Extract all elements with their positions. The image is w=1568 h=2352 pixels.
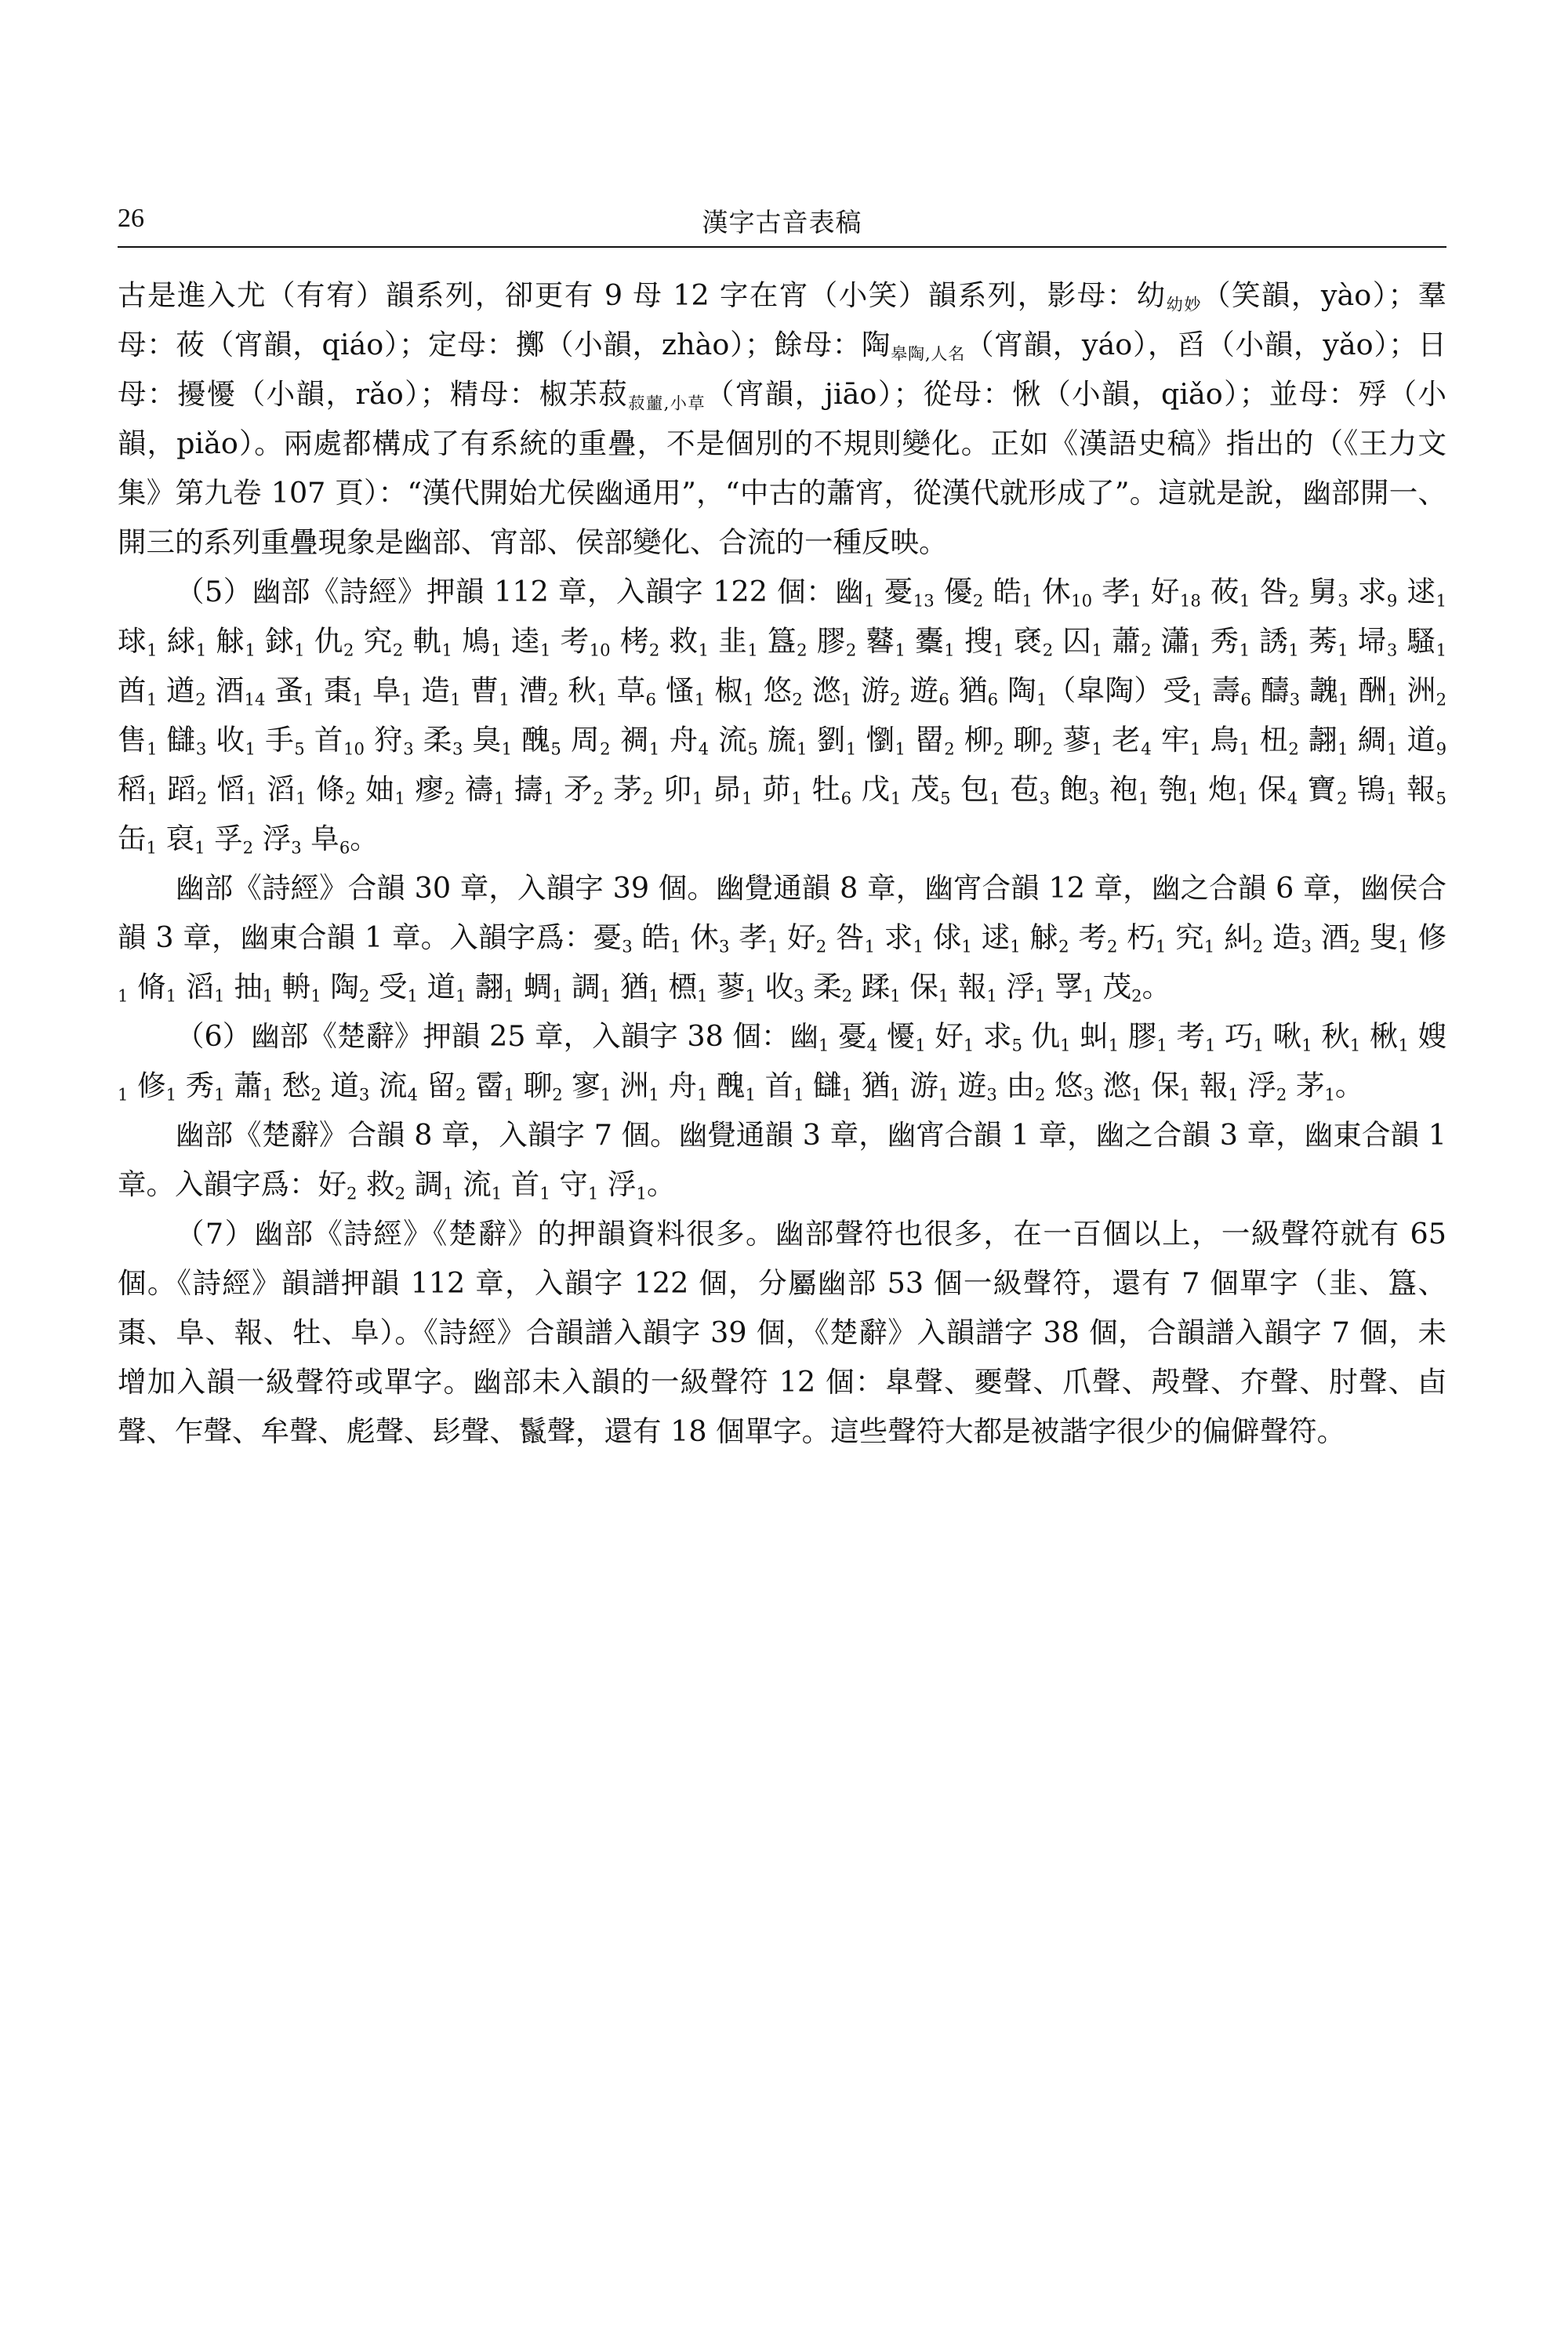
- occurrence-count: 1: [118, 985, 129, 1006]
- occurrence-count: 2: [815, 936, 827, 956]
- occurrence-count: 2: [242, 837, 254, 858]
- occurrence-count: 2: [1058, 936, 1069, 956]
- occurrence-count: 3: [1301, 936, 1312, 956]
- occurrence-count: 1: [1192, 689, 1203, 710]
- occurrence-count: 1: [1386, 739, 1398, 759]
- occurrence-count: 2: [310, 1084, 321, 1105]
- occurrence-count: 1: [986, 985, 997, 1006]
- occurrence-count: 2: [1141, 640, 1152, 660]
- running-title: 漢字古音表稿: [702, 207, 862, 238]
- occurrence-count: 1: [165, 985, 177, 1006]
- occurrence-count: 9: [1436, 739, 1447, 759]
- occurrence-count: 1: [146, 837, 157, 858]
- occurrence-count: 1: [1338, 640, 1348, 660]
- occurrence-count: 1: [1188, 788, 1199, 808]
- occurrence-count: 1: [401, 689, 412, 710]
- occurrence-count: 1: [1398, 936, 1409, 956]
- occurrence-count: 1: [195, 640, 207, 660]
- occurrence-count: 1: [698, 640, 710, 660]
- occurrence-count: 2: [552, 1084, 563, 1105]
- occurrence-count: 1: [118, 1084, 129, 1105]
- occurrence-count: 1: [147, 739, 158, 759]
- occurrence-count: 1: [543, 788, 554, 808]
- occurrence-count: 4: [407, 1084, 418, 1105]
- occurrence-count: 1: [450, 689, 461, 710]
- occurrence-count: 13: [913, 590, 935, 611]
- occurrence-count: 2: [1106, 936, 1118, 956]
- occurrence-count: 1: [691, 788, 703, 808]
- occurrence-count: 1: [394, 788, 405, 808]
- occurrence-count: 1: [743, 689, 754, 710]
- occurrence-count: 1: [1436, 590, 1447, 611]
- occurrence-count: 2: [1034, 1084, 1046, 1105]
- occurrence-count: 1: [864, 936, 876, 956]
- occurrence-count: 1: [597, 689, 608, 710]
- occurrence-count: 3: [622, 936, 633, 956]
- occurrence-count: 1: [539, 640, 551, 660]
- occurrence-count: 1: [1288, 640, 1299, 660]
- occurrence-count: 2: [841, 985, 853, 1006]
- occurrence-count: 2: [392, 640, 404, 660]
- occurrence-count: 1: [696, 985, 708, 1006]
- occurrence-count: 1: [745, 1084, 756, 1105]
- occurrence-count: 3: [1338, 590, 1348, 611]
- occurrence-count: 1: [303, 689, 314, 710]
- occurrence-count: 3: [403, 739, 414, 759]
- occurrence-count: 1: [552, 985, 563, 1006]
- occurrence-count: 2: [444, 788, 456, 808]
- occurrence-count: 2: [1276, 1084, 1287, 1105]
- occurrence-count: 2: [358, 985, 370, 1006]
- paragraph: （7）幽部《詩經》《楚辭》的押韻資料很多。幽部聲符也很多，在一百個以上，一級聲符就有 65 個。《詩經》韻譜押韻 112 章，入韻字 122 個，分屬幽部 53 個一級聲符，還有 7 個單字（韭、簋、棗、阜、報、牡、阜）。《詩經》合韻譜入韻字 39 個，《楚辭》入韻譜字 38 個，合韻譜入韻字 7 個，未增加入韻一級聲符或單字。幽部未入韻的一級聲符 12 個：臯聲、夒聲、爪聲、殸聲、夰聲、肘聲、卣聲、乍聲、牟聲、彪聲、髟聲、鬣聲，還有 18 個單字。這些聲符大都是被諧字很少的偏僻聲符。: [118, 1217, 1446, 1448]
- occurrence-count: 1: [600, 985, 612, 1006]
- occurrence-count: 5: [1011, 1035, 1022, 1055]
- occurrence-count: 1: [648, 739, 660, 759]
- occurrence-count: 2: [1288, 739, 1299, 759]
- occurrence-count: 4: [1141, 739, 1152, 759]
- occurrence-count: 2: [1042, 640, 1054, 660]
- occurrence-count: 2: [1131, 985, 1142, 1006]
- occurrence-count: 1: [895, 640, 906, 660]
- occurrence-count: 1: [1398, 1035, 1409, 1055]
- occurrence-count: 1: [262, 985, 274, 1006]
- occurrence-count: 6: [840, 788, 852, 808]
- occurrence-count: 1: [1228, 1084, 1239, 1105]
- occurrence-count: 2: [1436, 689, 1447, 710]
- occurrence-count: 1: [491, 640, 502, 660]
- occurrence-count: 3: [718, 936, 730, 956]
- occurrence-count: 1: [245, 739, 256, 759]
- occurrence-count: 1: [491, 1183, 503, 1203]
- occurrence-count: 1: [890, 985, 901, 1006]
- occurrence-count: 1: [1338, 739, 1348, 759]
- page-header: [118, 198, 1446, 248]
- occurrence-count: 1: [993, 640, 1004, 660]
- occurrence-count: 1: [1386, 788, 1397, 808]
- occurrence-count: 2: [1288, 590, 1300, 611]
- occurrence-count: 2: [600, 739, 611, 759]
- occurrence-count: 1: [890, 788, 902, 808]
- occurrence-count: 5: [940, 788, 951, 808]
- occurrence-count: 1: [1239, 640, 1250, 660]
- occurrence-count: 1: [767, 936, 779, 956]
- occurrence-count: 2: [547, 689, 559, 710]
- occurrence-count: 1: [742, 788, 753, 808]
- occurrence-count: 1: [841, 1084, 853, 1105]
- occurrence-count: 2: [345, 788, 356, 808]
- occurrence-count: 3: [195, 739, 207, 759]
- occurrence-count: 1: [895, 739, 906, 759]
- occurrence-count: 1: [1156, 1035, 1167, 1055]
- occurrence-count: 3: [358, 1084, 370, 1105]
- occurrence-count: 1: [1108, 1035, 1120, 1055]
- occurrence-count: 2: [1042, 739, 1054, 759]
- occurrence-count: 6: [339, 837, 350, 858]
- occurrence-count: 3: [452, 739, 463, 759]
- occurrence-count: 2: [1349, 936, 1360, 956]
- occurrence-count: 9: [1386, 590, 1398, 611]
- body-text: [118, 270, 1446, 1456]
- occurrence-count: 10: [1071, 590, 1093, 611]
- occurrence-count: 2: [343, 640, 354, 660]
- occurrence-count: 6: [987, 689, 999, 710]
- occurrence-count: 2: [1336, 788, 1348, 808]
- occurrence-count: 1: [915, 1035, 926, 1055]
- occurrence-count: 1: [636, 1183, 647, 1203]
- occurrence-count: 1: [1091, 640, 1102, 660]
- occurrence-count: 1: [1349, 1035, 1361, 1055]
- occurrence-count: 2: [1252, 936, 1264, 956]
- paragraph: （6）幽部《楚辭》押韻 25 章，入韻字 38 個：幽$_1$ 憂$_4$ 懮$_1$ 好$_1$ 求$_5$ 仇$_1$ 虯$_1$ 膠$_1$ 考$_1$ 巧$_1$ 啾$_1$ 秋$_1$ 楸$_1$ 嫂$_1$ 修$_1$ 秀$_1$ 蕭$_1$ 愁$_2$ 道$_3$ 流$_4$ 留$_2$ 霤$_1$ 聊$_2$ 寥$_1$ 洲$_1$ 舟$_1$ 醜$_1$ 首$_1$ 讎$_1$ 猶$_1$ 游$_1$ 遊$_3$ 由$_2$ 悠$_3$ 滺$_1$ 保$_1$ 報$_1$ 浮$_2$ 茅$_1$。: [118, 1019, 1447, 1105]
- occurrence-count: 1: [294, 640, 305, 660]
- occurrence-count: 5: [294, 739, 305, 759]
- occurrence-count: 1: [1324, 1084, 1335, 1105]
- occurrence-count: 1: [963, 1035, 975, 1055]
- occurrence-count: 1: [493, 788, 505, 808]
- occurrence-count: 1: [864, 590, 875, 611]
- occurrence-count: 1: [747, 640, 758, 660]
- occurrence-count: 3: [1289, 689, 1301, 710]
- occurrence-count: 1: [845, 739, 857, 759]
- occurrence-count: 1: [501, 739, 513, 759]
- occurrence-count: 1: [310, 985, 321, 1006]
- occurrence-count: 2: [944, 739, 955, 759]
- paragraph: 幽部《詩經》合韻 30 章，入韻字 39 個。幽覺通韻 8 章，幽宵合韻 12 章，幽之合韻 6 章，幽侯合韻 3 章，幽東合韻 1 章。入韻字爲：憂$_3$ 皓$_1$ 休$_3$ 孝$_1$ 好$_2$ 咎$_1$ 求$_1$ 俅$_1$ 逑$_1$ 觩$_2$ 考$_2$ 朽$_1$ 究$_1$ 糾$_2$ 造$_3$ 酒$_2$ 叟$_1$ 修$_1$ 脩$_1$ 滔$_1$ 抽$_1$ 輈$_1$ 陶$_2$ 受$_1$ 道$_1$ 翿$_1$ 蜩$_1$ 調$_1$ 猶$_1$ 槱$_1$ 蓼$_1$ 收$_3$ 柔$_2$ 蹂$_1$ 保$_1$ 報$_1$ 浮$_1$ 罦$_1$ 茂$_2$。: [118, 871, 1446, 1006]
- occurrence-count: 1: [407, 985, 418, 1006]
- occurrence-count: 1: [245, 640, 256, 660]
- occurrence-count: 1: [1155, 936, 1167, 956]
- occurrence-count: 2: [648, 640, 660, 660]
- occurrence-count: 1: [352, 689, 364, 710]
- occurrence-count: 1: [296, 788, 307, 808]
- occurrence-count: 1: [194, 837, 205, 858]
- paragraph: （5）幽部《詩經》押韻 112 章，入韻字 122 個：幽$_1$ 憂$_{13}$ 優$_2$ 皓$_1$ 休$_{10}$ 孝$_1$ 好$_{18}$ 莜$_1$ 咎$_2$ 舅$_3$ 求$_9$ 逑$_1$ 球$_1$ 絿$_1$ 觩$_1$ 銶$_1$ 仇$_2$ 究$_2$ 軌$_1$ 鳩$_1$ 逵$_1$ 考$_{10}$ 栲$_2$ 救$_1$ 韭$_1$ 簋$_2$ 膠$_2$ 鼛$_1$ 櫜$_1$ 搜$_1$ 褎$_2$ 囚$_1$ 蕭$_2$ 瀟$_1$ 秀$_1$ 誘$_1$ 莠$_1$ 埽$_3$ 騷$_1$ 酋$_1$ 遒$_2$ 酒$_{14}$ 蚤$_1$ 棗$_1$ 阜$_1$ 造$_1$ 曹$_1$ 漕$_2$ 秋$_1$ 草$_6$ 慅$_1$ 椒$_1$ 悠$_2$ 滺$_1$ 游$_2$ 遊$_6$ 猶$_6$ 陶$_1$（皐陶）受$_1$ 壽$_6$ 醻$_3$ 魗$_1$ 酬$_1$ 洲$_2$ 售$_1$ 讎$_3$ 收$_1$ 手$_5$ 首$_{10}$ 狩$_3$ 柔$_3$ 臭$_1$ 醜$_5$ 周$_2$ 裯$_1$ 舟$_4$ 流$_5$ 旒$_1$ 劉$_1$ 懰$_1$ 罶$_2$ 柳$_2$ 聊$_2$ 蓼$_1$ 老$_4$ 牢$_1$ 鳥$_1$ 杻$_2$ 翿$_1$ 綢$_1$ 道$_9$ 稻$_1$ 蹈$_2$ 慆$_1$ 滔$_1$ 條$_2$ 妯$_1$ 瘳$_2$ 禱$_1$ 擣$_1$ 矛$_2$ 茅$_2$ 卯$_1$ 昴$_1$ 茆$_1$ 牡$_6$ 戊$_1$ 茂$_5$ 包$_1$ 苞$_3$ 飽$_3$ 袍$_1$ 匏$_1$ 炮$_1$ 保$_4$ 寶$_2$ 鴇$_1$ 報$_5$ 缶$_1$ 裒$_1$ 孚$_2$ 浮$_3$ 阜$_6$。: [118, 575, 1447, 858]
- occurrence-count: 1: [146, 689, 158, 710]
- occurrence-count: 1: [1189, 739, 1201, 759]
- occurrence-count: 1: [456, 985, 466, 1006]
- occurrence-count: 1: [1179, 1084, 1191, 1105]
- occurrence-count: 5: [747, 739, 758, 759]
- occurrence-count: 1: [214, 985, 225, 1006]
- occurrence-count: 2: [456, 1084, 466, 1105]
- occurrence-count: 2: [593, 788, 604, 808]
- occurrence-count: 1: [1034, 985, 1046, 1006]
- occurrence-count: 1: [262, 1084, 274, 1105]
- occurrence-count: 3: [1386, 640, 1398, 660]
- occurrence-count: 1: [503, 1084, 515, 1105]
- occurrence-count: 2: [394, 1183, 406, 1203]
- occurrence-count: 1: [1138, 788, 1149, 808]
- occurrence-count: 6: [645, 689, 656, 710]
- occurrence-count: 3: [291, 837, 302, 858]
- occurrence-count: 1: [503, 985, 515, 1006]
- occurrence-count: 1: [587, 1183, 599, 1203]
- occurrence-count: 2: [845, 640, 857, 660]
- occurrence-count: 1: [694, 689, 706, 710]
- occurrence-count: 1: [1203, 936, 1215, 956]
- occurrence-count: 5: [1436, 788, 1446, 808]
- occurrence-count: 4: [698, 739, 710, 759]
- occurrence-count: 1: [1083, 985, 1094, 1006]
- paragraph: 古是進入尤（有宥）韻系列，卻更有 9 母 12 字在宵（小笑）韻系列，影母：幼$_{幼妙}$（笑韻，yào）；羣母：莜（宵韻，qiáo）；定母：擲（小韻，zhào）；餘母：陶$_{皋陶,人名}$（宵韻，yáo），舀（小韻，yǎo）；日母：擾懮（小韻，rǎo）；精母：椒茮菽$_{菽蘁,小草}$（宵韻，jiāo）；從母：愀（小韻，qiǎo）；並母：殍（小韻，piǎo）。兩處都構成了有系統的重疊，不是個別的不規則變化。正如《漢語史稿》指出的（《王力文集》第九卷 107 頁）：“漢代開始尤侯幽通用”，“中古的蕭宵，從漢代就形成了”。這就是說，幽部開一、開三的系列重疊現象是幽部、宵部、侯部變化、合流的一種反映。: [118, 278, 1446, 559]
- occurrence-count: 1: [499, 689, 510, 710]
- occurrence-count: 2: [972, 590, 984, 611]
- occurrence-count: 1: [648, 985, 659, 1006]
- occurrence-count: 1: [1189, 640, 1201, 660]
- occurrence-count: 1: [1338, 689, 1349, 710]
- occurrence-count: 3: [986, 1084, 997, 1105]
- occurrence-count: 1: [913, 936, 924, 956]
- occurrence-count: 1: [1022, 590, 1033, 611]
- occurrence-count: 10: [343, 739, 365, 759]
- occurrence-count: 1: [443, 1183, 454, 1203]
- occurrence-count: 1: [165, 1084, 177, 1105]
- occurrence-count: 1: [441, 640, 452, 660]
- occurrence-count: 2: [797, 640, 808, 660]
- occurrence-count: 1: [745, 985, 756, 1006]
- occurrence-count: 2: [347, 1183, 358, 1203]
- occurrence-count: 1: [1091, 739, 1102, 759]
- occurrence-count: 1: [1131, 1084, 1142, 1105]
- occurrence-count: 1: [670, 936, 681, 956]
- occurrence-count: 1: [214, 1084, 225, 1105]
- occurrence-count: 1: [938, 1084, 949, 1105]
- occurrence-count: 1: [539, 1183, 550, 1203]
- occurrence-count: 4: [1287, 788, 1298, 808]
- gloss-note: 皋陶,人名: [891, 343, 966, 364]
- occurrence-count: 2: [890, 689, 901, 710]
- occurrence-count: 2: [993, 739, 1004, 759]
- gloss-note: 菽蘁,小草: [628, 393, 706, 413]
- occurrence-count: 1: [840, 689, 852, 710]
- occurrence-count: 3: [1088, 788, 1100, 808]
- occurrence-count: 18: [1179, 590, 1201, 611]
- occurrence-count: 1: [147, 640, 158, 660]
- occurrence-count: 1: [147, 788, 158, 808]
- occurrence-count: 1: [245, 788, 257, 808]
- occurrence-count: 14: [244, 689, 266, 710]
- gloss-note: 幼妙: [1166, 294, 1202, 314]
- occurrence-count: 1: [1436, 640, 1447, 660]
- occurrence-count: 1: [1204, 1035, 1216, 1055]
- occurrence-count: 1: [1387, 689, 1398, 710]
- occurrence-count: 1: [1036, 689, 1047, 710]
- occurrence-count: 1: [1240, 590, 1250, 611]
- occurrence-count: 1: [944, 640, 955, 660]
- occurrence-count: 3: [1083, 1084, 1094, 1105]
- occurrence-count: 1: [1253, 1035, 1265, 1055]
- occurrence-count: 2: [196, 788, 208, 808]
- occurrence-count: 1: [797, 739, 808, 759]
- occurrence-count: 3: [1039, 788, 1051, 808]
- occurrence-count: 2: [792, 689, 803, 710]
- occurrence-count: 1: [793, 1084, 804, 1105]
- occurrence-count: 1: [961, 936, 972, 956]
- page-number: 26: [118, 204, 144, 233]
- occurrence-count: 2: [642, 788, 654, 808]
- occurrence-count: 2: [195, 689, 206, 710]
- occurrence-count: 1: [818, 1035, 829, 1055]
- occurrence-count: 1: [1131, 590, 1142, 611]
- occurrence-count: 1: [696, 1084, 708, 1105]
- occurrence-count: 1: [890, 1084, 901, 1105]
- occurrence-count: 3: [793, 985, 804, 1006]
- occurrence-count: 5: [550, 739, 561, 759]
- occurrence-count: 1: [1010, 936, 1021, 956]
- occurrence-count: 1: [1301, 1035, 1312, 1055]
- occurrence-count: 1: [938, 985, 949, 1006]
- occurrence-count: 6: [938, 689, 949, 710]
- occurrence-count: 1: [1060, 1035, 1071, 1055]
- occurrence-count: 1: [1237, 788, 1248, 808]
- occurrence-count: 1: [989, 788, 1000, 808]
- occurrence-count: 6: [1240, 689, 1251, 710]
- occurrence-count: 1: [791, 788, 802, 808]
- occurrence-count: 10: [589, 640, 611, 660]
- occurrence-count: 4: [866, 1035, 878, 1055]
- occurrence-count: 1: [1239, 739, 1250, 759]
- occurrence-count: 1: [600, 1084, 612, 1105]
- occurrence-count: 1: [648, 1084, 659, 1105]
- paragraph: 幽部《楚辭》合韻 8 章，入韻字 7 個。幽覺通韻 3 章，幽宵合韻 1 章，幽之合韻 3 章，幽東合韻 1 章。入韻字爲：好$_2$ 救$_2$ 調$_1$ 流$_1$ 首$_1$ 守$_1$ 浮$_1$。: [118, 1118, 1446, 1203]
